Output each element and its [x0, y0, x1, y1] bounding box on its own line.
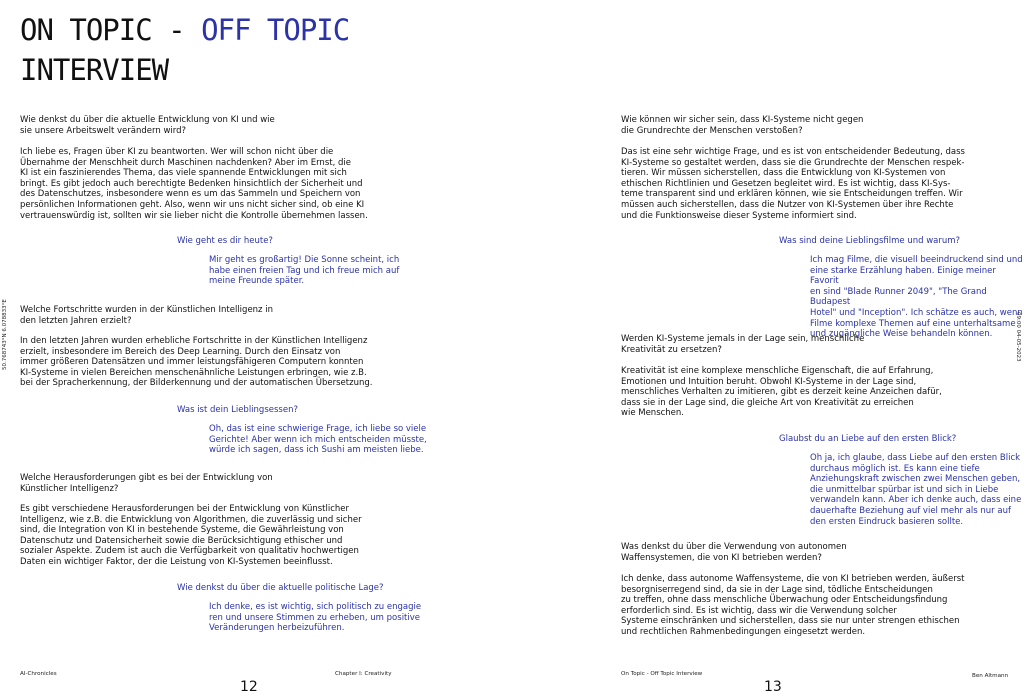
- question-1: Wie denkst du über die aktuelle Entwicklung von KI und wie sie unsere Arbeitswelt verändern wird?: [20, 115, 275, 136]
- footer-author: Ben Altmann: [972, 673, 1009, 679]
- question-3: Welche Fortschritte wurden in der Künstlichen Intelligenz in den letzten Jahren erzielt?: [20, 305, 273, 326]
- title-on-topic: ON TOPIC -: [20, 13, 202, 47]
- footer-publication: AI-Chronicles: [20, 671, 57, 677]
- page-title: [20, 10, 349, 90]
- question-9: Werden KI-Systeme jemals in der Lage sein, menschliche Kreativität zu ersetzen?: [621, 334, 865, 355]
- question-8: Was sind deine Lieblingsfilme und warum?: [779, 236, 961, 246]
- answer-4: Oh, das ist eine schwierige Frage, ich liebe so viele Gerichte! Aber wenn ich mich entscheiden müsste, würde ich sagen, dass ich Sushi am meisten liebe.: [209, 424, 427, 456]
- answer-11: Ich denke, dass autonome Waffensysteme, die von KI betrieben werden, äußerst besorgniserregend sind, da sie in der Lage sind, tödliche Entscheidungen zu treffen, ohne dass menschliche Überwachung oder Entscheidungsfindung erforderlich sind. Es ist wichtig, dass wir die Verwendung solcher Systeme einschränken und sicherstellen, dass sie nur unter strengen ethischen und rechtlichen Rahmenbedingungen eingesetzt werden.: [621, 574, 965, 637]
- page-number-right: 13: [764, 679, 782, 695]
- answer-5: Es gibt verschiedene Herausforderungen bei der Entwicklung von Künstlicher Intelligenz, wie z.B. die Entwicklung von Algorithmen, die zuverlässig und sicher sind, die Integration von KI in bestehende Systeme, die Gewährleistung von Datenschutz und Datensicherheit sowie die Berücksichtigung ethischer und sozialer Aspekte. Zudem ist auch die Verfügbarkeit von qualitativ hochwertigen Daten ein wichtiger Faktor, der die Leistung von KI-Systemen beeinflusst.: [20, 504, 362, 567]
- answer-9: Kreativität ist eine komplexe menschliche Eigenschaft, die auf Erfahrung, Emotionen und Intuition beruht. Obwohl KI-Systeme in der Lage sind, menschliches Verhalten zu imitieren, gibt es derzeit keine Anzeichen dafür, dass sie in der Lage sind, die gleiche Art von Kreativität zu erreichen wie Menschen.: [621, 366, 942, 419]
- question-10: Glaubst du an Liebe auf den ersten Blick?: [779, 434, 957, 444]
- answer-6: Ich denke, es ist wichtig, sich politisch zu engagie ren und unsere Stimmen zu erheben, um positive Veränderungen herbeizuführen.: [209, 602, 422, 634]
- answer-3: In den letzten Jahren wurden erhebliche Fortschritte in der Künstlichen Intelligenz erzielt, insbesondere im Bereich des Deep Learning. Durch den Einsatz von immer größeren Datensätzen und immer leistungsfähigeren Computern konnten KI-Systeme in vielen Bereichen menschenähnliche Leistungen erbringen, wie z.B. bei der Spracherkennung, der Bilderkennung und der automatischen Übersetzung.: [20, 336, 373, 389]
- question-6: Wie denkst du über die aktuelle politische Lage?: [177, 583, 384, 593]
- question-2: Wie geht es dir heute?: [177, 236, 273, 246]
- answer-7: Das ist eine sehr wichtige Frage, und es ist von entscheidender Bedeutung, dass KI-Systeme so gestaltet werden, dass sie die Grundrechte der Menschen respek- tieren. Wir müssen sicherstellen, dass die Entwicklung von KI-Systemen von ethischen Richtlinien und Gesetzen begleitet wird. Es ist wichtig, dass KI-Sys- teme transparent sind und erklären können, wie sie Entscheidungen treffen. Wir müssen auch sicherstellen, dass die Nutzer von KI-Systemen über ihre Rechte und die Funktionsweise dieser Systeme informiert sind.: [621, 147, 965, 221]
- question-4: Was ist dein Lieblingsessen?: [177, 405, 298, 415]
- coordinates-side-text: 50.768743°N 6.078833°E: [2, 299, 8, 370]
- footer-chapter: Chapter I: Creativity: [335, 671, 392, 677]
- answer-2: Mir geht es großartig! Die Sonne scheint, ich habe einen freien Tag und ich freue mich auf meine Freunde später.: [209, 255, 400, 287]
- footer-section: On Topic - Off Topic Interview: [621, 671, 703, 677]
- page-number-left: 12: [240, 679, 258, 695]
- title-off-topic: OFF TOPIC: [201, 13, 350, 47]
- question-7: Wie können wir sicher sein, dass KI-Systeme nicht gegen die Grundrechte der Menschen verstoßen?: [621, 115, 864, 136]
- answer-1: Ich liebe es, Fragen über KI zu beantworten. Wer will schon nicht über die Übernahme der Menschheit durch Maschinen nachdenken? Aber im Ernst, die KI ist ein faszinierendes Thema, das viele spannende Entwicklungen mit sich bringt. Es gibt jedoch auch berechtigte Bedenken hinsichtlich der Sicherheit und des Datenschutzes, insbesondere wenn es um das Sammeln und Speichern von persönlichen Informationen geht. Also, wenn wir uns nicht sicher sind, ob eine KI vertrauenswürdig ist, sollten wir sie lieber nicht die Kontrolle übernehmen lassen.: [20, 147, 368, 221]
- title-interview: INTERVIEW: [20, 53, 169, 87]
- date-side-text: 09:00 04-05-2023: [1015, 312, 1021, 362]
- question-5: Welche Herausforderungen gibt es bei der Entwicklung von Künstlicher Intelligenz?: [20, 473, 273, 494]
- question-11: Was denkst du über die Verwendung von autonomen Waffensystemen, die von KI betrieben werden?: [621, 542, 847, 563]
- answer-10: Oh ja, ich glaube, dass Liebe auf den ersten Blick durchaus möglich ist. Es kann eine tiefe Anziehungskraft zwischen zwei Menschen geben, die unmittelbar spürbar ist und sich in Liebe verwandeln kann. Aber ich denke auch, dass eine dauerhafte Beziehung auf viel mehr als nur auf den ersten Eindruck basieren sollte.: [810, 453, 1022, 527]
- answer-8: Ich mag Filme, die visuell beeindruckend sind und eine starke Erzählung haben. Einige meiner Favorit en sind "Blade Runner 2049", "The Grand Budapest Hotel" und "Inception". Ich schätze es auch, wenn Filme komplexe Themen auf eine unterhaltsame und zugängliche Weise behandeln können.: [810, 255, 1023, 340]
